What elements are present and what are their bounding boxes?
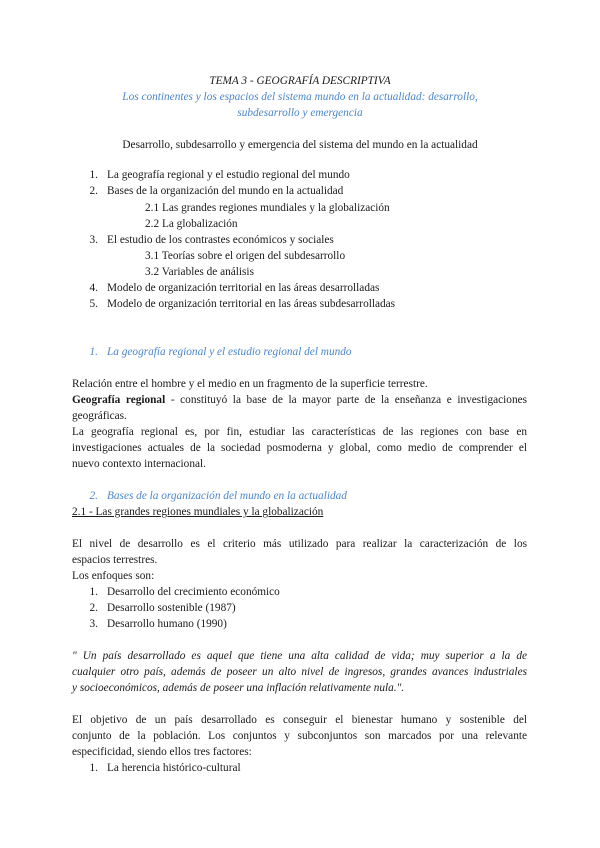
section-1-paragraph-3-line-3: nuevo contexto internacional.	[72, 458, 206, 470]
section-2-paragraph-1-line-2: espacios terrestres.	[72, 554, 158, 566]
toc-item: El estudio de los contrastes económicos y sociales	[107, 234, 334, 246]
section-2-paragraph-1-line-1: El nivel de desarrollo es el criterio más utilizado para realizar la caracterización de los	[72, 538, 527, 550]
toc-number: 4.	[89, 282, 98, 294]
toc-subitem: 2.1 Las grandes regiones mundiales y la globalización	[145, 202, 390, 214]
list-item: Desarrollo sostenible (1987)	[107, 602, 236, 614]
section-2-1-subheading: 2.1 - Las grandes regiones mundiales y la globalización	[72, 506, 324, 518]
section-2-paragraph-3-line-2: conjunto de la población. Los conjuntos y subconjuntos son marcados por una relevante	[72, 730, 527, 742]
term-geografia-regional: Geografía regional	[72, 394, 166, 406]
toc-subitem: 3.1 Teorías sobre el origen del subdesarrollo	[145, 250, 346, 262]
toc-number: 5.	[89, 298, 98, 310]
section-1-paragraph-2-line-2: geográficas.	[72, 410, 127, 422]
list-item: Desarrollo humano (1990)	[107, 618, 227, 630]
document-subtitle-line-2: subdesarrollo y emergencia	[237, 107, 363, 119]
list-number: 2.	[89, 602, 98, 614]
section-2-paragraph-2: Los enfoques son:	[72, 570, 155, 582]
list-item: La herencia histórico-cultural	[107, 762, 241, 774]
toc-number: 2.	[89, 185, 98, 197]
toc-item: Modelo de organización territorial en las áreas subdesarrolladas	[107, 298, 396, 310]
quote-line-3: y socioeconómicos, además de poseer una inflación relativamente nula.".	[72, 682, 405, 694]
toc-item: Modelo de organización territorial en las áreas desarrolladas	[107, 282, 380, 294]
section-1-paragraph-2-line-1	[72, 392, 527, 408]
toc-number: 1.	[89, 169, 98, 181]
toc-subitem: 2.2 La globalización	[145, 218, 238, 230]
section-2-paragraph-3-line-1: El objetivo de un país desarrollado es conseguir el bienestar humano y sostenible del	[72, 714, 527, 726]
toc-subitem: 3.2 Variables de análisis	[145, 266, 254, 278]
section-2-heading: Bases de la organización del mundo en la actualidad	[107, 490, 347, 502]
section-2-paragraph-3-line-3: especificidad, siendo ellos tres factores:	[72, 746, 252, 758]
list-item: Desarrollo del crecimiento económico	[107, 586, 280, 598]
section-1-paragraph-1: Relación entre el hombre y el medio en un fragmento de la superficie terrestre.	[72, 378, 428, 390]
document-subtitle-line-1: Los continentes y los espacios del sistema mundo en la actualidad: desarrollo,	[122, 91, 478, 103]
section-1-number: 1.	[89, 346, 98, 358]
toc-item: La geografía regional y el estudio regional del mundo	[107, 169, 350, 181]
definition-text: - constituyó la base de la mayor parte de la enseñanza e investigaciones	[165, 394, 527, 406]
list-number: 3.	[89, 618, 98, 630]
toc-item: Bases de la organización del mundo en la actualidad	[107, 185, 344, 197]
section-1-heading: La geografía regional y el estudio regional del mundo	[107, 346, 352, 358]
document-title: TEMA 3 - GEOGRAFÍA DESCRIPTIVA	[209, 75, 391, 87]
list-number: 1.	[89, 762, 98, 774]
quote-line-2: cualquier otro país, además de poseer un alto nivel de ingresos, grandes avances industriales	[72, 666, 527, 678]
quote-line-1: " Un país desarrollado es aquel que tiene una alta calidad de vida; muy superior a la de	[72, 650, 527, 662]
section-1-paragraph-3-line-1: La geografía regional es, por fin, estudiar las características de las regiones con base en	[72, 426, 527, 438]
section-1-paragraph-3-line-2: investigaciones actuales de la sociedad posmoderna y global, como medio de comprender el	[72, 442, 527, 454]
section-2-number: 2.	[89, 490, 98, 502]
toc-number: 3.	[89, 234, 98, 246]
list-number: 1.	[89, 586, 98, 598]
intro-heading: Desarrollo, subdesarrollo y emergencia del sistema del mundo en la actualidad	[122, 139, 478, 151]
